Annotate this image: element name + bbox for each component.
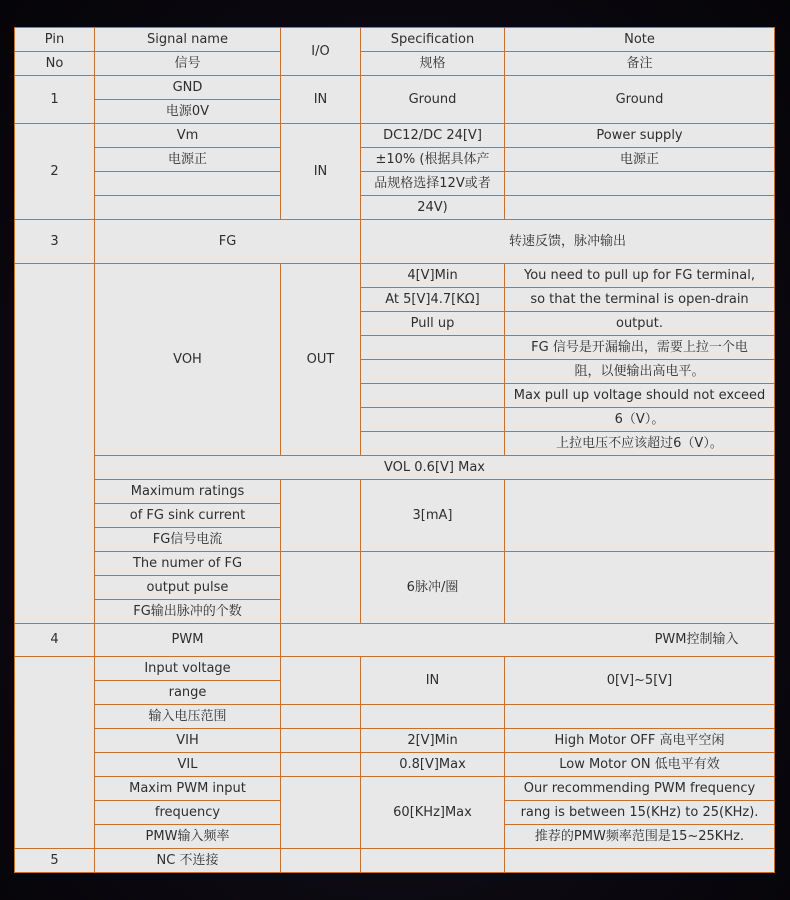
- specification: IN: [361, 657, 505, 705]
- note: so that the terminal is open-drain: [505, 288, 775, 312]
- signal-name: GND: [95, 76, 281, 100]
- signal-name: range: [95, 681, 281, 705]
- io-empty: [281, 705, 361, 729]
- pin-spec-sheet: [14, 27, 775, 873]
- table-row: [15, 552, 775, 576]
- table-row: [15, 196, 775, 220]
- io-direction: IN: [281, 124, 361, 220]
- signal-name: VIH: [95, 729, 281, 753]
- signal-name: VOH: [95, 264, 281, 456]
- signal-name: The numer of FG: [95, 552, 281, 576]
- header-row: [15, 28, 775, 52]
- io-empty: [281, 849, 361, 873]
- specification: 0.8[V]Max: [361, 753, 505, 777]
- table-row: [15, 220, 775, 264]
- table-row: [15, 624, 775, 657]
- note-cn: 阻，以便输出高电平。: [505, 360, 775, 384]
- signal-name-cn: PMW输入频率: [95, 825, 281, 849]
- note: High Motor OFF 高电平空闲: [505, 729, 775, 753]
- specification: ±10% (根据具体产: [361, 148, 505, 172]
- empty-cell: [505, 705, 775, 729]
- signal-name: of FG sink current: [95, 504, 281, 528]
- header-note-cn: 备注: [505, 52, 775, 76]
- specification: 3[mA]: [361, 480, 505, 552]
- empty-cell: [505, 196, 775, 220]
- signal-name-cn: 电源正: [95, 148, 281, 172]
- io-empty: [281, 729, 361, 753]
- signal-name: PWM: [95, 624, 281, 657]
- signal-name-cn: FG输出脉冲的个数: [95, 600, 281, 624]
- pin-number-continuation: [15, 657, 95, 849]
- note: rang is between 15(KHz) to 25(KHz).: [505, 801, 775, 825]
- header-specification: Specification: [361, 28, 505, 52]
- empty-cell: [361, 432, 505, 456]
- empty-cell: [361, 408, 505, 432]
- io-empty: [281, 657, 361, 705]
- specification: Ground: [361, 76, 505, 124]
- note: Our recommending PWM frequency: [505, 777, 775, 801]
- signal-name: output pulse: [95, 576, 281, 600]
- note: 转速反馈，脉冲输出: [361, 220, 775, 264]
- table-row: [15, 264, 775, 288]
- note: 0[V]~5[V]: [505, 657, 775, 705]
- note-text: PWM控制输入: [654, 632, 739, 647]
- specification: 品规格选择12V或者: [361, 172, 505, 196]
- pin-number: 4: [15, 624, 95, 657]
- pin-number-continuation: [15, 264, 95, 624]
- note: You need to pull up for FG terminal,: [505, 264, 775, 288]
- header-signal-name: Signal name: [95, 28, 281, 52]
- io-direction: OUT: [281, 264, 361, 456]
- specification: DC12/DC 24[V]: [361, 124, 505, 148]
- note-cn: 上拉电压不应该超过6（V）。: [505, 432, 775, 456]
- signal-name: NC 不连接: [95, 849, 281, 873]
- specification: At 5[V]4.7[KΩ]: [361, 288, 505, 312]
- table-row: [15, 76, 775, 100]
- signal-name-cn: 电源0V: [95, 100, 281, 124]
- empty-cell: [505, 172, 775, 196]
- signal-name: Vm: [95, 124, 281, 148]
- header-io: I/O: [281, 28, 361, 76]
- header-spec-cn: 规格: [361, 52, 505, 76]
- specification: 4[V]Min: [361, 264, 505, 288]
- table-row: [15, 172, 775, 196]
- signal-name: Input voltage: [95, 657, 281, 681]
- signal-name-cn: FG信号电流: [95, 528, 281, 552]
- header-signal-cn: 信号: [95, 52, 281, 76]
- table-row: [15, 753, 775, 777]
- note-cn: 电源正: [505, 148, 775, 172]
- note: output.: [505, 312, 775, 336]
- io-empty: [281, 480, 361, 552]
- specification: 24V): [361, 196, 505, 220]
- table-row: [15, 705, 775, 729]
- note-empty: [505, 480, 775, 552]
- table-row: [15, 777, 775, 801]
- empty-cell: [361, 705, 505, 729]
- note-cn: FG 信号是开漏输出，需要上拉一个电: [505, 336, 775, 360]
- note-empty: [505, 552, 775, 624]
- pin-number: 1: [15, 76, 95, 124]
- note: [281, 624, 775, 657]
- specification: 60[KHz]Max: [361, 777, 505, 849]
- note-cn: 推荐的PMW频率范围是15~25KHz.: [505, 825, 775, 849]
- signal-name: FG: [95, 220, 361, 264]
- pin-spec-table: [14, 27, 775, 873]
- header-row-cn: [15, 52, 775, 76]
- specification: Pull up: [361, 312, 505, 336]
- specification: 2[V]Min: [361, 729, 505, 753]
- vol-spec: VOL 0.6[V] Max: [95, 456, 775, 480]
- table-row: [15, 849, 775, 873]
- note: Low Motor ON 低电平有效: [505, 753, 775, 777]
- empty-cell: [505, 849, 775, 873]
- table-row: [15, 456, 775, 480]
- note: 6（V）。: [505, 408, 775, 432]
- table-row: [15, 480, 775, 504]
- io-empty: [281, 777, 361, 849]
- io-empty: [281, 753, 361, 777]
- pin-number: 5: [15, 849, 95, 873]
- pin-number: 3: [15, 220, 95, 264]
- empty-cell: [95, 172, 281, 196]
- empty-cell: [361, 849, 505, 873]
- table-row: [15, 148, 775, 172]
- signal-name: frequency: [95, 801, 281, 825]
- table-row: [15, 657, 775, 681]
- header-no: No: [15, 52, 95, 76]
- empty-cell: [361, 384, 505, 408]
- empty-cell: [361, 336, 505, 360]
- table-row: [15, 729, 775, 753]
- empty-cell: [361, 360, 505, 384]
- signal-name-cn: 输入电压范围: [95, 705, 281, 729]
- specification: 6脉冲/圈: [361, 552, 505, 624]
- signal-name: Maxim PWM input: [95, 777, 281, 801]
- signal-name: VIL: [95, 753, 281, 777]
- io-empty: [281, 552, 361, 624]
- pin-number: 2: [15, 124, 95, 220]
- note: Max pull up voltage should not exceed: [505, 384, 775, 408]
- note: Power supply: [505, 124, 775, 148]
- signal-name: Maximum ratings: [95, 480, 281, 504]
- table-row: [15, 124, 775, 148]
- io-direction: IN: [281, 76, 361, 124]
- header-pin: Pin: [15, 28, 95, 52]
- empty-cell: [95, 196, 281, 220]
- header-note: Note: [505, 28, 775, 52]
- note: Ground: [505, 76, 775, 124]
